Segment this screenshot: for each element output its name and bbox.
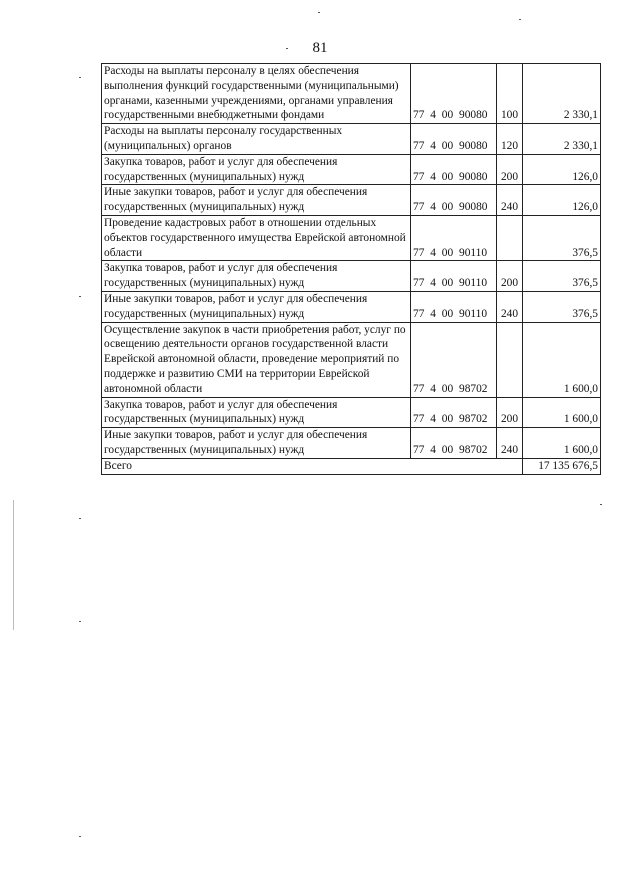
row-code: 77 4 00 90080 — [411, 64, 497, 124]
table-row — [102, 322, 601, 397]
table-row — [102, 428, 601, 459]
row-code: 77 4 00 98702 — [411, 397, 497, 428]
row-name: Иные закупки товаров, работ и услуг для обеспечения государственных (муниципальных) нужд — [102, 185, 411, 216]
row-code: 77 4 00 90110 — [411, 261, 497, 292]
scan-speck — [519, 19, 521, 20]
table-row — [102, 124, 601, 155]
row-sum: 376,5 — [523, 261, 601, 292]
row-expense-type — [497, 322, 523, 397]
row-code: 77 4 00 98702 — [411, 322, 497, 397]
row-expense-type: 240 — [497, 291, 523, 322]
scan-speck — [600, 504, 602, 505]
row-expense-type: 200 — [497, 261, 523, 292]
row-name: Иные закупки товаров, работ и услуг для обеспечения государственных (муниципальных) нужд — [102, 291, 411, 322]
row-expense-type: 100 — [497, 64, 523, 124]
row-sum: 376,5 — [523, 291, 601, 322]
row-expense-type: 120 — [497, 124, 523, 155]
scan-speck — [79, 77, 81, 78]
row-expense-type: 240 — [497, 428, 523, 459]
row-expense-type — [497, 215, 523, 260]
row-name: Закупка товаров, работ и услуг для обеспечения государственных (муниципальных) нужд — [102, 397, 411, 428]
scan-speck — [79, 836, 81, 837]
row-sum: 126,0 — [523, 154, 601, 185]
row-name: Проведение кадастровых работ в отношении отдельных объектов государственного имущества Еврейской автономной области — [102, 215, 411, 260]
scan-speck — [79, 518, 81, 519]
row-code: 77 4 00 90080 — [411, 124, 497, 155]
row-sum: 126,0 — [523, 185, 601, 216]
row-code: 77 4 00 90110 — [411, 291, 497, 322]
row-code: 77 4 00 90110 — [411, 215, 497, 260]
total-label: Всего — [102, 458, 523, 474]
scan-speck — [318, 12, 320, 13]
table-row — [102, 215, 601, 260]
row-name: Расходы на выплаты персоналу в целях обеспечения выполнения функций государственными (муниципальными) органами, казенными учреждениями, органами управления государственными внебюджетными фондами — [102, 64, 411, 124]
row-expense-type: 240 — [497, 185, 523, 216]
row-code: 77 4 00 90080 — [411, 185, 497, 216]
row-sum: 376,5 — [523, 215, 601, 260]
scan-edge-line — [13, 500, 14, 630]
row-name: Закупка товаров, работ и услуг для обеспечения государственных (муниципальных) нужд — [102, 154, 411, 185]
row-sum: 2 330,1 — [523, 124, 601, 155]
scan-speck — [79, 621, 81, 622]
row-expense-type: 200 — [497, 397, 523, 428]
table-row — [102, 185, 601, 216]
table-row — [102, 397, 601, 428]
row-sum: 2 330,1 — [523, 64, 601, 124]
total-row — [102, 458, 601, 474]
row-sum: 1 600,0 — [523, 322, 601, 397]
row-name: Осуществление закупок в части приобретения работ, услуг по освещению деятельности органов государственной власти Еврейской автономной области, проведение мероприятий по поддержке и развитию СМИ на территории Еврейской автономной области — [102, 322, 411, 397]
page-number: 81 — [312, 40, 328, 56]
row-code: 77 4 00 90080 — [411, 154, 497, 185]
table-row — [102, 291, 601, 322]
row-expense-type: 200 — [497, 154, 523, 185]
row-sum: 1 600,0 — [523, 428, 601, 459]
row-name: Расходы на выплаты персоналу государственных (муниципальных) органов — [102, 124, 411, 155]
row-code: 77 4 00 98702 — [411, 428, 497, 459]
row-name: Закупка товаров, работ и услуг для обеспечения государственных (муниципальных) нужд — [102, 261, 411, 292]
row-name: Иные закупки товаров, работ и услуг для обеспечения государственных (муниципальных) нужд — [102, 428, 411, 459]
row-sum: 1 600,0 — [523, 397, 601, 428]
table-row — [102, 154, 601, 185]
scan-speck — [286, 48, 288, 49]
budget-table — [101, 63, 601, 475]
scan-speck — [79, 296, 81, 297]
table-row — [102, 64, 601, 124]
table-row — [102, 261, 601, 292]
total-sum: 17 135 676,5 — [523, 458, 601, 474]
